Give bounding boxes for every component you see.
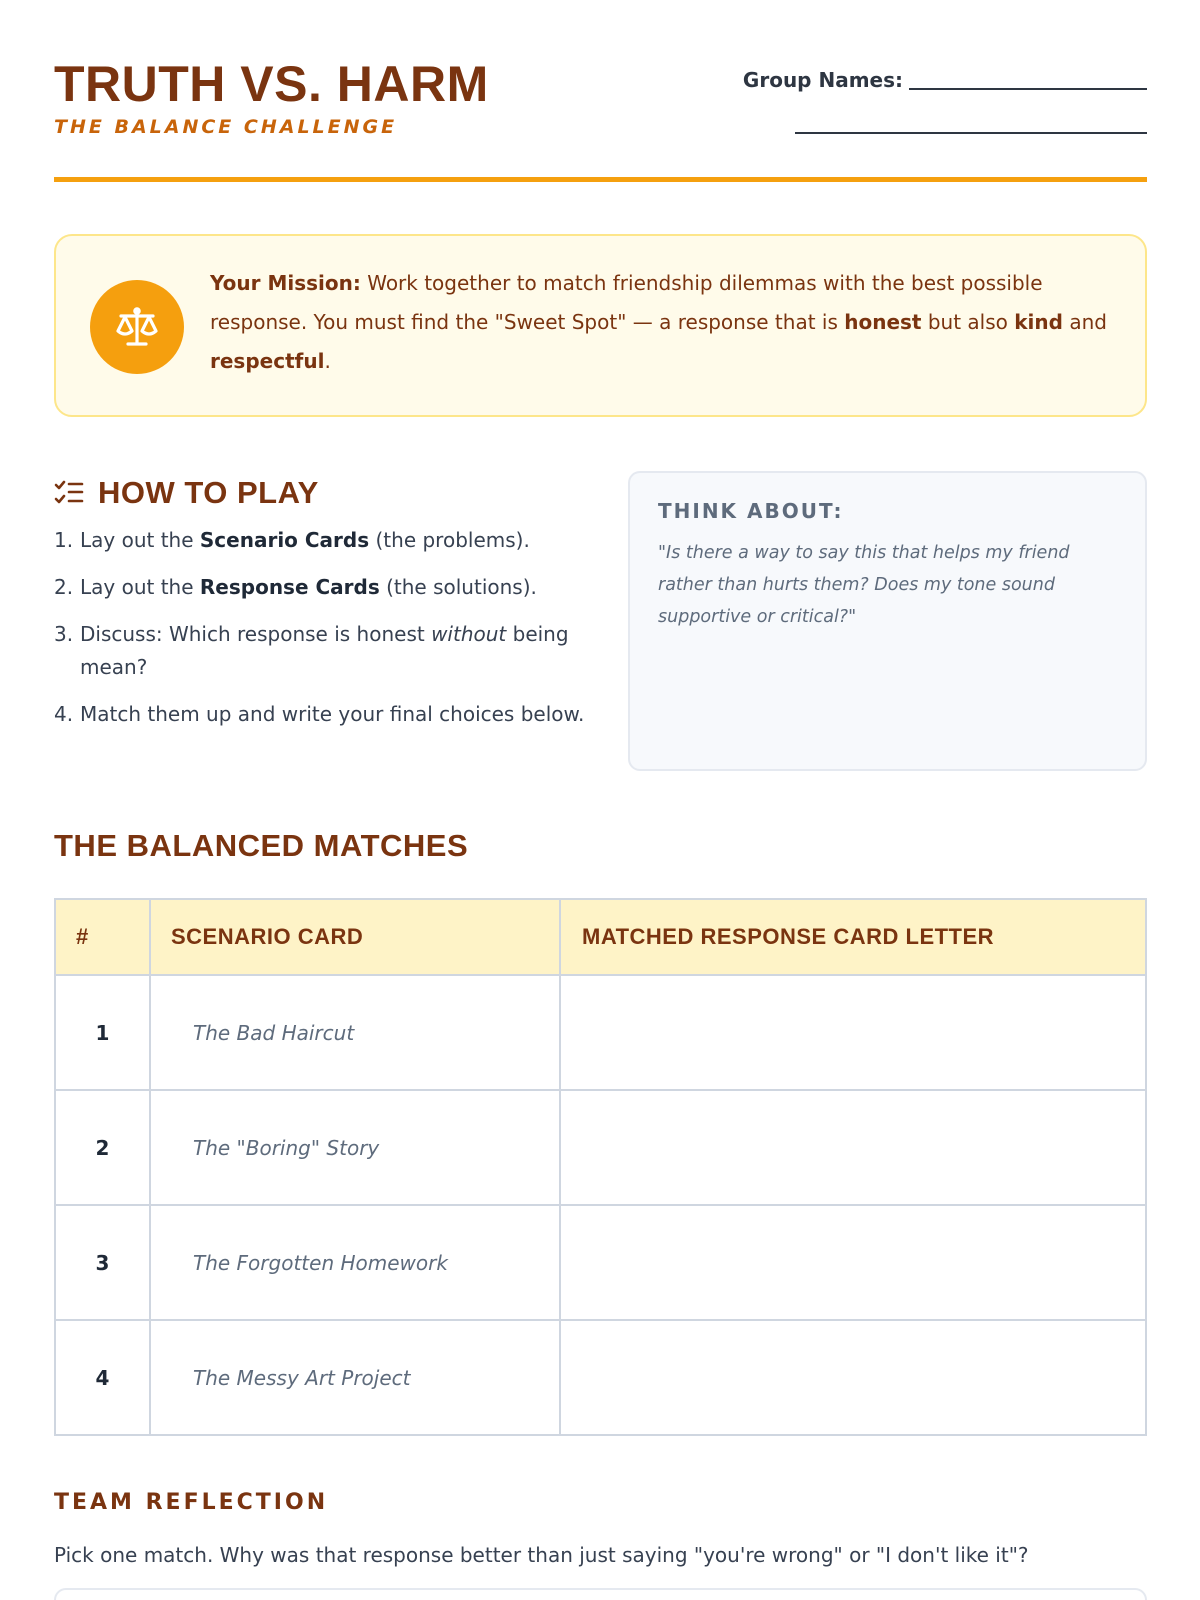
group-names-blank-line-2[interactable]: [795, 132, 1147, 134]
reflection-answer-box[interactable]: [54, 1588, 1147, 1600]
group-names-blank-line[interactable]: [909, 88, 1147, 90]
mission-text: [210, 264, 1110, 381]
think-about-box: [628, 471, 1147, 771]
mission-text-part: and: [1062, 310, 1107, 334]
row-number: 1: [56, 976, 151, 1089]
response-letter-field[interactable]: [561, 1321, 1145, 1434]
checklist-icon: [54, 480, 84, 506]
header-response: MATCHED RESPONSE CARD LETTER: [582, 924, 995, 949]
mission-text-part: but also: [921, 310, 1015, 334]
header-scenario: SCENARIO CARD: [151, 900, 561, 974]
scenario-card: The Forgotten Homework: [151, 1206, 561, 1319]
response-letter-field[interactable]: [561, 1206, 1145, 1319]
how-to-play-title: HOW TO PLAY: [98, 475, 319, 510]
step-number: 2.: [54, 575, 74, 599]
step-bold: Response Cards: [199, 575, 380, 599]
matches-title: THE BALANCED MATCHES: [54, 828, 469, 863]
mission-keyword-respectful: respectful: [210, 349, 325, 373]
table-row: [56, 1089, 1145, 1204]
step-bold: Scenario Cards: [199, 528, 370, 552]
response-letter-field[interactable]: [561, 1091, 1145, 1204]
scenario-card: The Messy Art Project: [151, 1321, 561, 1434]
mission-keyword-kind: kind: [1014, 310, 1063, 334]
worksheet-header: [54, 56, 1147, 182]
mission-lead: Your Mission:: [210, 271, 361, 295]
scale-icon: [90, 280, 184, 374]
scenario-card: The Bad Haircut: [151, 976, 561, 1089]
reflection-question: Pick one match. Why was that response better than just saying "you're wrong" or "I don't like it"?: [54, 1543, 1029, 1567]
step-text: Lay out the: [80, 528, 200, 552]
step-text: (the solutions).: [379, 575, 537, 599]
step-number: 3.: [54, 622, 74, 646]
think-about-title: THINK ABOUT:: [658, 499, 844, 523]
row-number: 2: [56, 1091, 151, 1204]
step-number: 4.: [54, 702, 74, 726]
mission-text-part: Work together to match friendship dilemmas with the best possible response. You must find the "Sweet Spot" — a response that is: [210, 271, 1043, 334]
step-item: [54, 698, 594, 731]
mission-box: [54, 234, 1147, 417]
mission-keyword-honest: honest: [844, 310, 922, 334]
step-item: [54, 618, 594, 684]
mission-text-part: .: [324, 349, 331, 373]
how-to-play-heading: [54, 470, 594, 516]
row-number: 3: [56, 1206, 151, 1319]
table-row: [56, 1204, 1145, 1319]
step-text: being mean?: [80, 622, 569, 679]
scenario-card: The "Boring" Story: [151, 1091, 561, 1204]
step-text: Lay out the: [80, 575, 200, 599]
matches-table: [54, 898, 1147, 1436]
row-number: 4: [56, 1321, 151, 1434]
response-letter-field[interactable]: [561, 976, 1145, 1089]
table-row: [56, 1319, 1145, 1434]
table-row: [56, 974, 1145, 1089]
step-text: Match them up and write your final choices below.: [80, 702, 585, 726]
step-item: [54, 524, 594, 557]
step-item: [54, 571, 594, 604]
step-text: (the problems).: [369, 528, 530, 552]
reflection-title: TEAM REFLECTION: [54, 1490, 329, 1515]
table-header-row: [56, 900, 1145, 974]
page-title: TRUTH VS. HARM: [54, 56, 489, 112]
step-text: Discuss: Which response is honest: [80, 622, 432, 646]
think-about-quote: "Is there a way to say this that helps my friend rather than hurts them? Does my tone sound supportive or critical?": [658, 543, 1070, 627]
step-number: 1.: [54, 528, 74, 552]
header-number: #: [56, 900, 151, 974]
group-names-label: Group Names:: [742, 68, 903, 92]
group-names-field: [743, 68, 1147, 92]
how-to-play-section: [54, 470, 594, 745]
page-subtitle: THE BALANCE CHALLENGE: [54, 116, 398, 138]
steps-list: [54, 524, 594, 731]
step-italic: without: [431, 622, 507, 646]
